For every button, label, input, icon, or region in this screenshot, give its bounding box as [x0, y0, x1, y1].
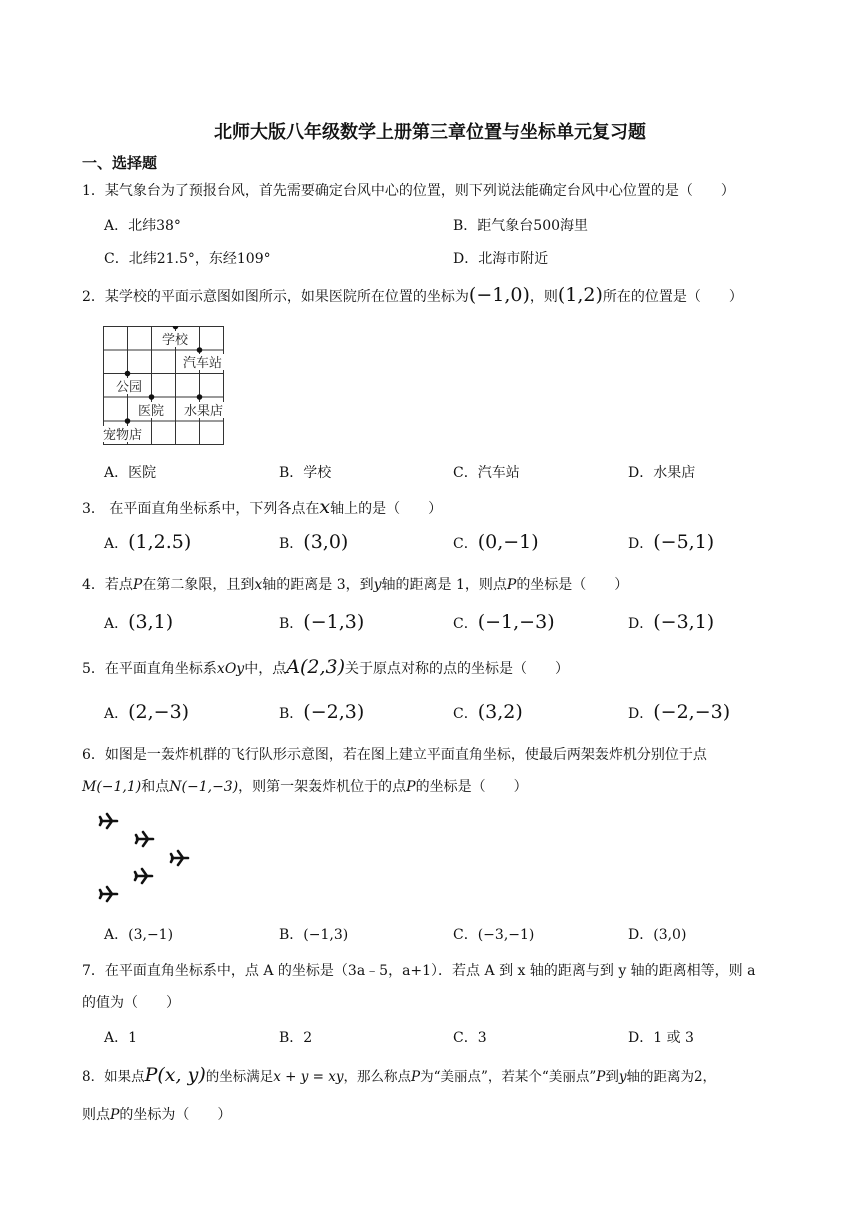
q3-option-d: D．(−5,1)	[628, 531, 715, 553]
map-label-pet-shop: 宠物店	[103, 428, 143, 443]
question-5-stem: 5．在平面直角坐标系xOy中，点A(2,3)关于原点对称的点的坐标是（ ）	[82, 656, 569, 678]
q2-option-d: D．水果店	[628, 465, 696, 481]
plane-3-icon	[171, 851, 188, 865]
q5-option-b: B．(−2,3)	[279, 701, 365, 723]
q3-option-a: A．(1,2.5)	[104, 531, 192, 553]
q1-option-b: B．距气象台500海里	[453, 218, 589, 234]
q4-option-a: A．(3,1)	[104, 611, 174, 633]
park-point	[125, 371, 131, 377]
q4-option-c: C．(−1,−3)	[453, 611, 555, 633]
q6-option-d: D．(3,0)	[628, 927, 687, 943]
question-7-stem-line2: 的值为（ ）	[82, 995, 180, 1011]
q7-option-c: C．3	[453, 1030, 487, 1046]
q4-option-d: D．(−3,1)	[628, 611, 715, 633]
plane-5-icon	[100, 887, 117, 901]
question-1-stem: 1．某气象台为了预报台风，首先需要确定台风中心的位置，则下列说法能确定台风中心位置的是（ ）	[82, 183, 735, 199]
question-3-stem	[82, 496, 442, 518]
plane-1-icon	[100, 814, 117, 828]
section-heading: 一、选择题	[82, 154, 158, 172]
question-6-stem-line1: 6．如图是一轰炸机群的飞行队形示意图，若在图上建立平面直角坐标，使最后两架轰炸机分别位于点	[82, 747, 707, 763]
q1-option-a: A．北纬38°	[104, 218, 181, 234]
page-title: 北师大版八年级数学上册第三章位置与坐标单元复习题	[214, 122, 646, 143]
question-4-stem: 4．若点P在第二象限，且到x轴的距离是 3，到y轴的距离是 1，则点P的坐标是（ ）	[82, 577, 629, 593]
q5-option-c: C．(3,2)	[453, 701, 523, 723]
map-label-bus-station: 汽车站	[183, 356, 223, 371]
q6-option-b: B．(−1,3)	[279, 927, 349, 943]
pet-shop-point	[125, 418, 131, 424]
q4-option-b: B．(−1,3)	[279, 611, 365, 633]
q2-stem-c: 所在的位置是（ ）	[602, 289, 743, 305]
q2-stem-b: ，则	[529, 289, 558, 305]
question-6-stem-line2: M(−1,1)和点N(−1,−3)，则第一架轰炸机位于的点P的坐标是（ ）	[82, 779, 528, 795]
q3-option-c: C．(0,−1)	[453, 531, 539, 553]
school-map-figure	[103, 326, 225, 446]
school-point	[173, 326, 179, 329]
q2-option-a: A．医院	[104, 465, 157, 481]
q5-option-a: A．(2,−3)	[104, 701, 190, 723]
question-8-stem-line2: 则点P的坐标为（ ）	[82, 1107, 232, 1123]
q6-option-c: C．(−3,−1)	[453, 927, 535, 943]
q3-stem-b: 轴上的是（ ）	[330, 501, 443, 517]
q2-option-b: B．学校	[279, 465, 332, 481]
q7-option-b: B．2	[279, 1030, 313, 1046]
q3-option-b: B．(3,0)	[279, 531, 349, 553]
q1-option-d: D．北海市附近	[453, 251, 549, 267]
q2-coord-b: (1,2)	[557, 284, 603, 306]
q7-option-d: D．1 或 3	[628, 1030, 694, 1046]
question-7-stem-line1: 7．在平面直角坐标系中，点 A 的坐标是（3a﹣5，a+1）．若点 A 到 x 轴的距离与到 y 轴的距离相等，则 a	[82, 963, 756, 979]
question-2-stem	[82, 284, 743, 306]
q6-option-a: A．(3,−1)	[104, 927, 174, 943]
map-label-school: 学校	[162, 333, 189, 348]
q7-option-a: A．1	[104, 1030, 138, 1046]
map-label-park: 公园	[116, 380, 143, 395]
q2-coord-a: (−1,0)	[468, 284, 530, 306]
fruit-shop-point	[197, 394, 203, 400]
plane-2-icon	[136, 832, 153, 846]
q2-option-c: C．汽车站	[453, 465, 520, 481]
q2-stem-a: 2．某学校的平面示意图如图所示，如果医院所在位置的坐标为	[82, 289, 469, 305]
map-label-fruit-shop: 水果店	[184, 404, 224, 419]
q1-option-c: C．北纬21.5°，东经109°	[104, 251, 271, 267]
hospital-point	[149, 394, 155, 400]
q5-option-d: D．(−2,−3)	[628, 701, 731, 723]
bomber-formation-figure	[96, 810, 196, 906]
map-label-hospital: 医院	[138, 404, 165, 419]
q3-var-x: x	[319, 496, 331, 518]
q3-stem-a: 3． 在平面直角坐标系中，下列各点在	[82, 501, 320, 517]
plane-4-icon	[135, 869, 152, 883]
bus-station-point	[197, 347, 203, 353]
question-8-stem-line1: 8．如果点P(x, y)的坐标满足x + y = xy，那么称点P为“美丽点”，若某个“美丽点”P到y轴的距离为2，	[82, 1064, 717, 1086]
